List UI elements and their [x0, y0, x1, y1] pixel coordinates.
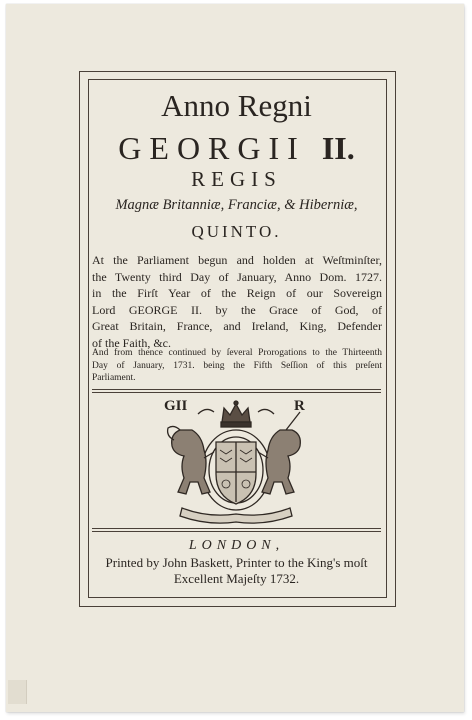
- title-realms: Magnæ Britanniæ, Franciæ, & Hiberniæ,: [115, 197, 358, 213]
- title-quinto: QUINTO.: [191, 222, 282, 241]
- divider-rule: [92, 389, 381, 390]
- paragraph-line: Great Britain, France, and Ireland, King, Defender: [92, 319, 382, 333]
- prorogation-paragraph: [92, 347, 382, 385]
- title-regis: REGIS: [191, 167, 282, 191]
- title-georgii-text: GEORGII: [118, 130, 306, 166]
- title-regnal-numeral: II.: [321, 130, 355, 166]
- paragraph-line: Day of January, 1731. being the Fifth Seſſion of this preſent: [92, 360, 382, 371]
- divider-rule: [92, 531, 381, 532]
- divider-rule: [92, 392, 381, 393]
- title-anno-regni: Anno Regni: [161, 88, 312, 123]
- divider-rule: [92, 528, 381, 529]
- paragraph-line: the Twenty third Day of January, Anno Dom. 1727.: [92, 269, 382, 284]
- paragraph-line: Parliament.: [92, 373, 136, 383]
- imprint-printer: Printed by John Baskett, Printer to the King's moſt: [105, 555, 368, 570]
- page-fold: [8, 680, 27, 704]
- imprint-date: Excellent Majeſty 1732.: [173, 571, 300, 586]
- imprint-place: LONDON,: [188, 538, 285, 553]
- parliament-paragraph: [92, 252, 382, 351]
- royal-cipher-right: R: [294, 398, 305, 414]
- paragraph-line: Lord GEORGE II. by the Grace of God, of: [92, 302, 382, 317]
- paragraph-line: At the Parliament begun and holden at Weſtminſter,: [92, 253, 382, 267]
- paragraph-line: in the Firſt Year of the Reign of our Sovereign: [92, 286, 382, 300]
- title-georgii: [88, 130, 385, 167]
- royal-coat-of-arms-icon: [158, 400, 314, 526]
- paragraph-line: And from thence continued by ſeveral Prorogations to the Thirteenth: [92, 348, 382, 358]
- royal-cipher-left: GII: [164, 398, 188, 414]
- paragraph-line: of the Faith, &c.: [92, 335, 171, 350]
